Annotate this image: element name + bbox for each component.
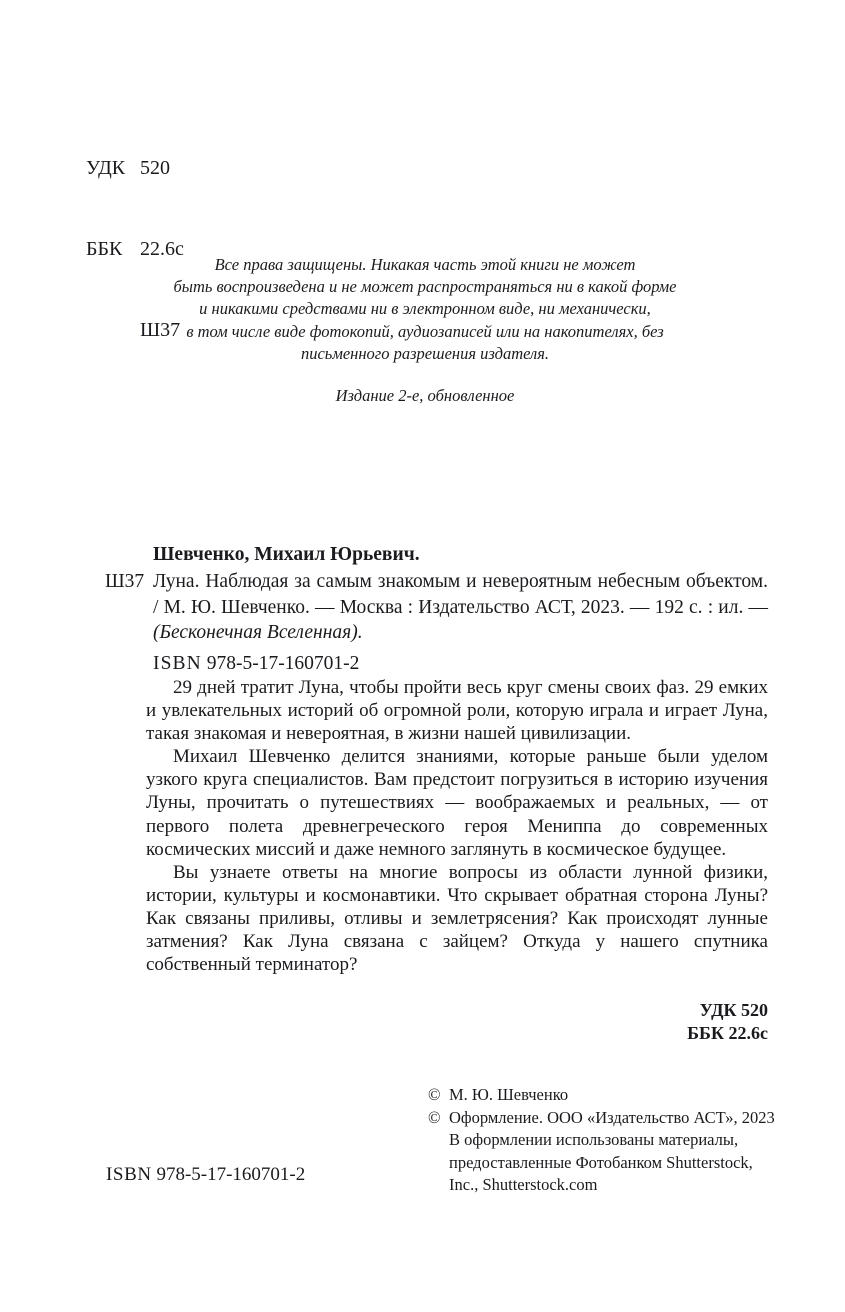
udk-bottom-value: УДК 520	[699, 1000, 768, 1020]
credit-text: предоставленные Фотобанком Shutterstock,	[449, 1152, 753, 1172]
record-description	[153, 569, 768, 646]
copyright-icon: ©	[428, 1107, 441, 1127]
credit-line	[428, 1129, 788, 1152]
rights-line: Все права защищены. Никакая часть этой книги не может	[214, 255, 636, 274]
annotation-paragraph: Вы узнаете ответы на многие вопросы из области лунной физики, истории, культуры и космонавтики. Что скрывает обратная сторона Луны? Как связаны приливы, отливы и землетрясения? Как происходят лунные затмения? Как Луна связана с зайцем? Откуда у нашего спутника собственный терминатор?	[146, 861, 768, 976]
classification-codes-bottom	[687, 999, 768, 1045]
rights-line: в том числе виде фотокопий, аудиозаписей или на накопителях, без	[186, 321, 664, 341]
copyright-credits	[428, 1084, 788, 1197]
edition-note: Издание 2-е, обновленное	[335, 386, 515, 405]
annotation-block	[146, 676, 768, 976]
udk-value: 520	[140, 157, 170, 179]
credit-line	[428, 1152, 788, 1175]
record-author-heading: Шевченко, Михаил Юрьевич.	[153, 544, 420, 565]
isbn-bottom-tag: ISBN	[106, 1164, 152, 1185]
record-isbn	[153, 651, 768, 677]
rights-notice	[120, 254, 730, 365]
sigla-value: Ш37	[140, 319, 181, 341]
record-isbn-value: 978-5-17-160701-2	[206, 652, 360, 674]
bbk-label: ББК	[86, 238, 123, 260]
credit-text: В оформлении использованы материалы,	[449, 1130, 739, 1149]
isbn-bottom	[106, 1163, 305, 1187]
udk-label: УДК	[86, 157, 126, 179]
credit-text: Inc., Shutterstock.com	[449, 1175, 598, 1194]
rights-line: письменного разрешения издателя.	[300, 343, 550, 363]
annotation-paragraph: 29 дней тратит Луна, чтобы пройти весь круг смены своих фаз. 29 емких и увлекательных историй об огромной роли, которую играла и играет Луна, такая знакомая и невероятная, в жизни нашей цивилизации.	[146, 677, 768, 745]
credit-text: Оформление. ООО «Издательство АСТ», 2023	[449, 1107, 775, 1127]
copyright-icon: ©	[428, 1085, 441, 1104]
udk-row	[86, 155, 184, 182]
record-sigla: Ш37	[105, 571, 145, 592]
credit-line	[428, 1084, 788, 1107]
record-isbn-tag: ISBN	[153, 652, 202, 674]
isbn-bottom-value: 978-5-17-160701-2	[156, 1164, 306, 1185]
record-description-text: Луна. Наблюдая за самым знакомым и невероятным небесным объектом. / М. Ю. Шевченко. — Москва : Издательство АСТ, 2023. — 192 с. : ил. —	[153, 571, 768, 618]
bbk-value: 22.6с	[140, 238, 184, 260]
bbk-bottom-value: ББК 22.6с	[687, 1023, 768, 1043]
credit-text: М. Ю. Шевченко	[449, 1085, 569, 1104]
annotation-paragraph: Михаил Шевченко делится знаниями, которые раньше были уделом узкого круга специалистов. Вам предстоит погрузиться в историю изучения Луны, прочитать о путешествиях — воображаемых и реальных, — от первого полета древнегреческого героя Мениппа до современных космических миссий и даже немного заглянуть в космическое будущее.	[146, 746, 768, 860]
record-series: (Бесконечная Вселенная).	[153, 622, 363, 643]
rights-line: и никакими средствами ни в электронном виде, ни механически,	[199, 299, 651, 319]
record-body	[105, 569, 768, 646]
rights-line: быть воспроизведена и не может распространяться ни в какой форме	[173, 277, 677, 297]
credit-line	[428, 1107, 788, 1130]
bibliographic-record	[105, 542, 768, 676]
credit-line	[428, 1174, 788, 1197]
